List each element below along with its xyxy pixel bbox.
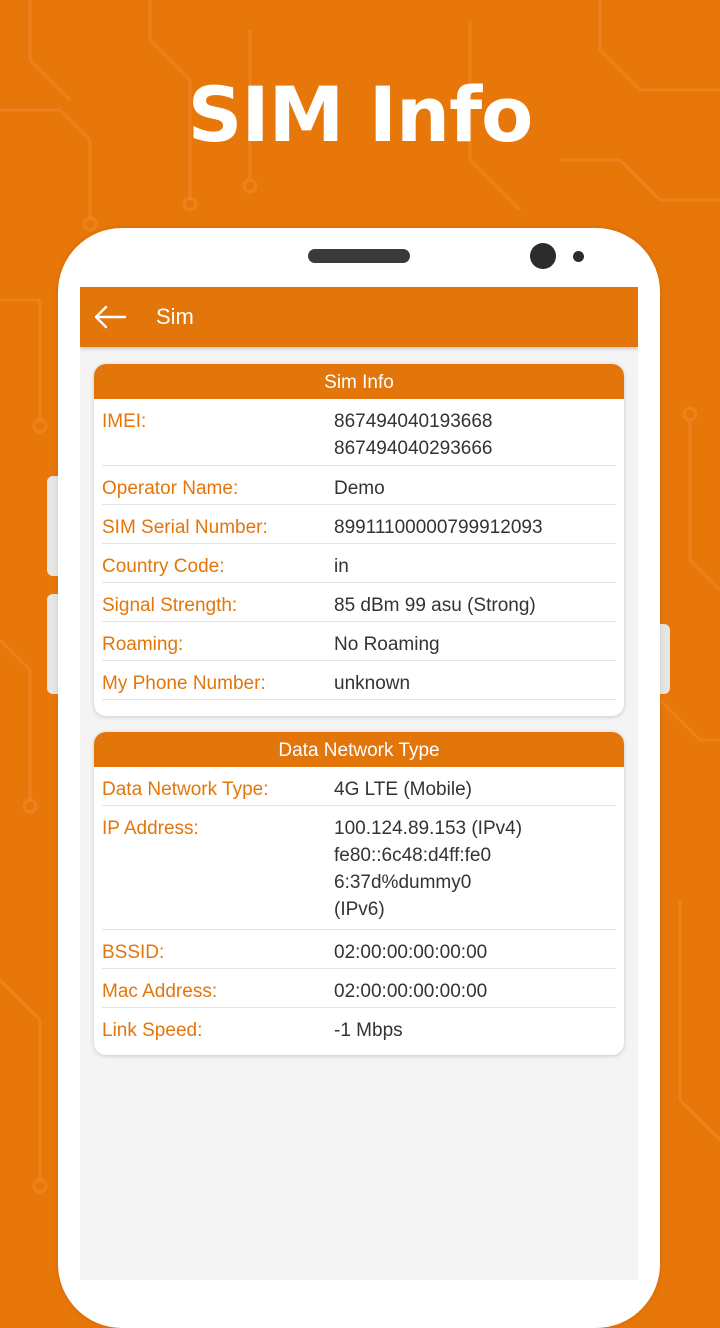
signal-strength-value: 85 dBm 99 asu (Strong) xyxy=(334,595,536,616)
operator-name-value: Demo xyxy=(334,478,385,499)
ip-address-value: 100.124.89.153 (IPv4) fe80::6c48:d4ff:fe0 6:37d%dummy0 (IPv6) xyxy=(334,818,523,920)
phone-camera xyxy=(530,243,556,269)
app-screen xyxy=(80,287,638,1280)
operator-name-label: Operator Name: xyxy=(102,478,239,499)
data-network-card xyxy=(94,732,624,1055)
phone-number-value: unknown xyxy=(334,673,411,694)
table-row xyxy=(102,622,616,661)
roaming-value: No Roaming xyxy=(334,634,440,655)
ip-address-label: IP Address: xyxy=(102,818,199,839)
table-row xyxy=(102,466,616,505)
imei-label: IMEI: xyxy=(102,411,147,432)
sim-info-card xyxy=(94,364,624,716)
country-code-value: in xyxy=(334,556,349,577)
phone-sensor xyxy=(573,251,584,262)
bssid-value: 02:00:00:00:00:00 xyxy=(334,942,488,963)
data-network-type-label: Data Network Type: xyxy=(102,779,269,800)
table-row xyxy=(102,767,616,806)
table-row xyxy=(102,399,616,466)
signal-strength-label: Signal Strength: xyxy=(102,595,238,616)
arrow-left-icon xyxy=(93,305,127,329)
phone-number-label: My Phone Number: xyxy=(102,673,266,694)
table-row xyxy=(102,505,616,544)
app-bar-title: Sim xyxy=(156,304,194,329)
country-code-label: Country Code: xyxy=(102,556,225,577)
table-row xyxy=(102,806,616,930)
data-network-type-value: 4G LTE (Mobile) xyxy=(334,779,472,800)
phone-speaker xyxy=(308,249,410,263)
roaming-label: Roaming: xyxy=(102,634,184,655)
app-bar xyxy=(80,287,638,347)
sim-serial-value: 89911100000799912093 xyxy=(334,517,543,538)
sim-info-header: Sim Info xyxy=(94,364,624,399)
imei-value: 867494040193668 867494040293666 xyxy=(334,411,493,459)
bssid-label: BSSID: xyxy=(102,942,165,963)
link-speed-value: -1 Mbps xyxy=(334,1020,403,1041)
mac-address-value: 02:00:00:00:00:00 xyxy=(334,981,488,1002)
table-row xyxy=(102,930,616,969)
table-row xyxy=(102,583,616,622)
back-button[interactable] xyxy=(90,299,130,335)
sim-serial-label: SIM Serial Number: xyxy=(102,517,268,538)
table-row xyxy=(102,1008,616,1047)
table-row xyxy=(102,661,616,700)
link-speed-label: Link Speed: xyxy=(102,1020,203,1041)
data-network-header: Data Network Type xyxy=(94,732,624,767)
mac-address-label: Mac Address: xyxy=(102,981,218,1002)
table-row xyxy=(102,544,616,583)
table-row xyxy=(102,969,616,1008)
promo-title: SIM Info xyxy=(187,70,533,159)
